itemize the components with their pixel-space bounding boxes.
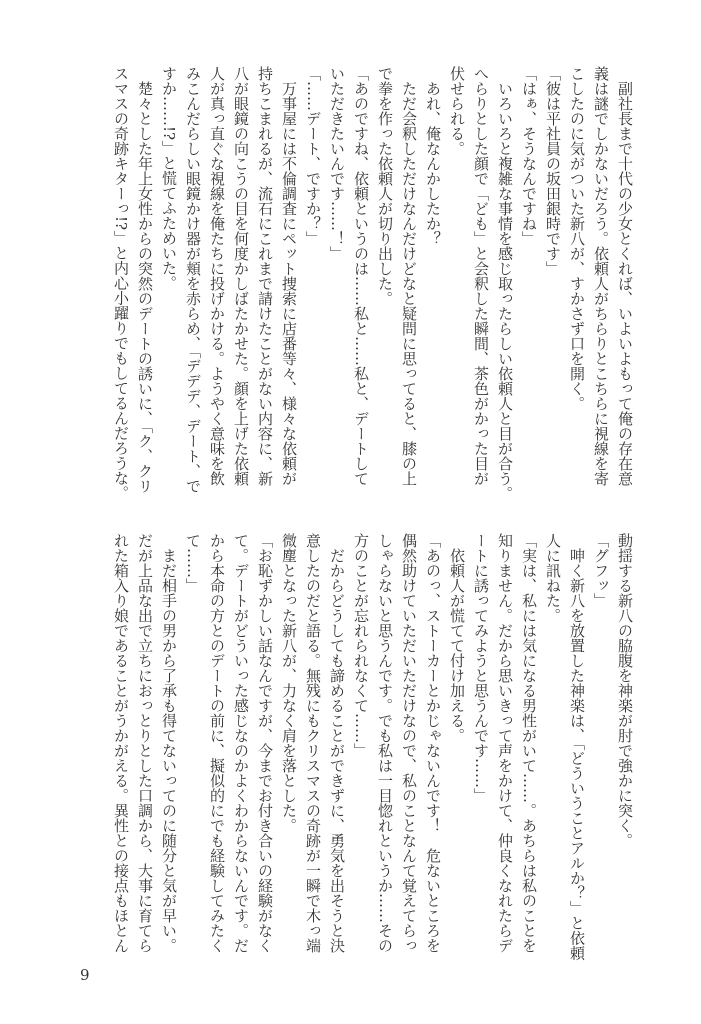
- page-number: 9: [80, 966, 90, 984]
- text-line: みこんだらしい眼鏡かけ器が頬を赤らめ、「デデデ、デート、で: [184, 66, 202, 494]
- text-line: 万事屋には不倫調査にペット捜索に店番等々、様々な依頼が: [280, 66, 298, 486]
- text-line: 人に訊ねた。: [544, 533, 562, 623]
- text-line: で拳を作った依頼人が切り出した。: [376, 66, 394, 306]
- text-line: 依頼人が慌てて付け加える。: [448, 533, 466, 743]
- text-block-lower: [109, 533, 637, 961]
- text-line: 人が真っ直ぐな視線を俺たちに投げかける。ようやく意味を飲: [208, 66, 226, 486]
- text-line: 動揺する新八の脇腹を神楽が肘で強かに突く。: [616, 533, 634, 848]
- text-line: 「グフッ」: [592, 533, 610, 608]
- text-line: れた箱入り娘であることがうかがえる。異性との接点もほとん: [112, 533, 130, 953]
- text-line: すか……!?」と慌てふためいた。: [160, 66, 178, 291]
- text-line: 微塵となった新八が、力なく肩を落とした。: [280, 533, 298, 833]
- text-line: て……」: [184, 533, 202, 593]
- text-line: こしたのに気がついた新八が、すかさず口を開く。: [568, 66, 586, 411]
- text-line: だからどうしても諦めることができずに、勇気を出そうと決: [328, 533, 346, 953]
- text-line: 「あのですね、依頼というのは……私と……私と、デートして: [352, 66, 370, 486]
- text-line: 副社長まで十代の少女とくれば、いよいよもって俺の存在意: [616, 66, 634, 486]
- text-line: から本命の方とのデートの前に、擬似的にでも経験してみたく: [208, 533, 226, 953]
- text-line: て。デートがどういった感じなのかよくわからないんです。だ: [232, 533, 250, 953]
- text-line: あれ、俺なんかしたか？: [424, 66, 442, 246]
- text-block-upper: [109, 66, 637, 501]
- text-line: いろいろと複雑な事情を感じ取ったらしい依頼人と目が合う。: [496, 66, 514, 501]
- text-line: しゃらないと思うんです。でも私は一目惚れというか……その: [376, 533, 394, 953]
- text-line: 八が眼鏡の向こうの目を何度かしばたかせた。顔を上げた依頼: [232, 66, 250, 486]
- text-line: 呻く新八を放置した神楽は、「どういうことアルか？」と依頼: [568, 533, 586, 961]
- text-line: 「彼は平社員の坂田銀時です」: [544, 66, 562, 276]
- text-line: 楚々とした年上女性からの突然のデートの誘いに、「ク、クリ: [136, 66, 154, 494]
- text-line: 「はぁ、そうなんですね」: [520, 66, 538, 246]
- text-line: ートに誘ってみようと思うんです……」: [472, 533, 490, 803]
- text-line: いただきたいんです……！」: [328, 66, 346, 261]
- text-line: スマスの奇跡キターっ!?」と内心小躍りでもしてるんだろうな。: [112, 66, 130, 501]
- text-line: 義は謎でしかないだろう。依頼人がちらりとこちらに視線を寄: [592, 66, 610, 486]
- text-line: 「実は、私には気になる男性がいて……。あちらは私のことを: [520, 533, 538, 953]
- text-line: 伏せられる。: [448, 66, 466, 156]
- text-line: 「……デート、ですか？」: [304, 66, 322, 246]
- text-line: だが上品な出で立ちにおっとりとした口調から、大事に育てら: [136, 533, 154, 953]
- text-line: まだ相手の男から了承も得てないってのに随分と気が早い。: [160, 533, 178, 953]
- text-line: 方のことが忘れられなくて……」: [352, 533, 370, 758]
- text-line: 持ちこまれるが、流石にこれまで請けたことがない内容に、新: [256, 66, 274, 486]
- text-line: 意したのだと語る。無残にもクリスマスの奇跡が一瞬で木っ端: [304, 533, 322, 953]
- text-line: 偶然助けていただいただけなので、私のことなんて覚えてらっ: [400, 533, 418, 953]
- text-line: へらりとした顔で「ども」と会釈した瞬間、茶色がかった目が: [472, 66, 490, 486]
- text-line: ただ会釈しただけなんだけどなと疑問に思ってると、膝の上: [400, 66, 418, 486]
- text-line: 「お恥ずかしい話なんですが、今までお付き合いの経験がなく: [256, 533, 274, 953]
- text-line: 知りません。だから思いきって声をかけて、仲良くなれたらデ: [496, 533, 514, 953]
- text-line: 「あのっ、ストーカーとかじゃないんです！ 危ないところを: [424, 533, 442, 953]
